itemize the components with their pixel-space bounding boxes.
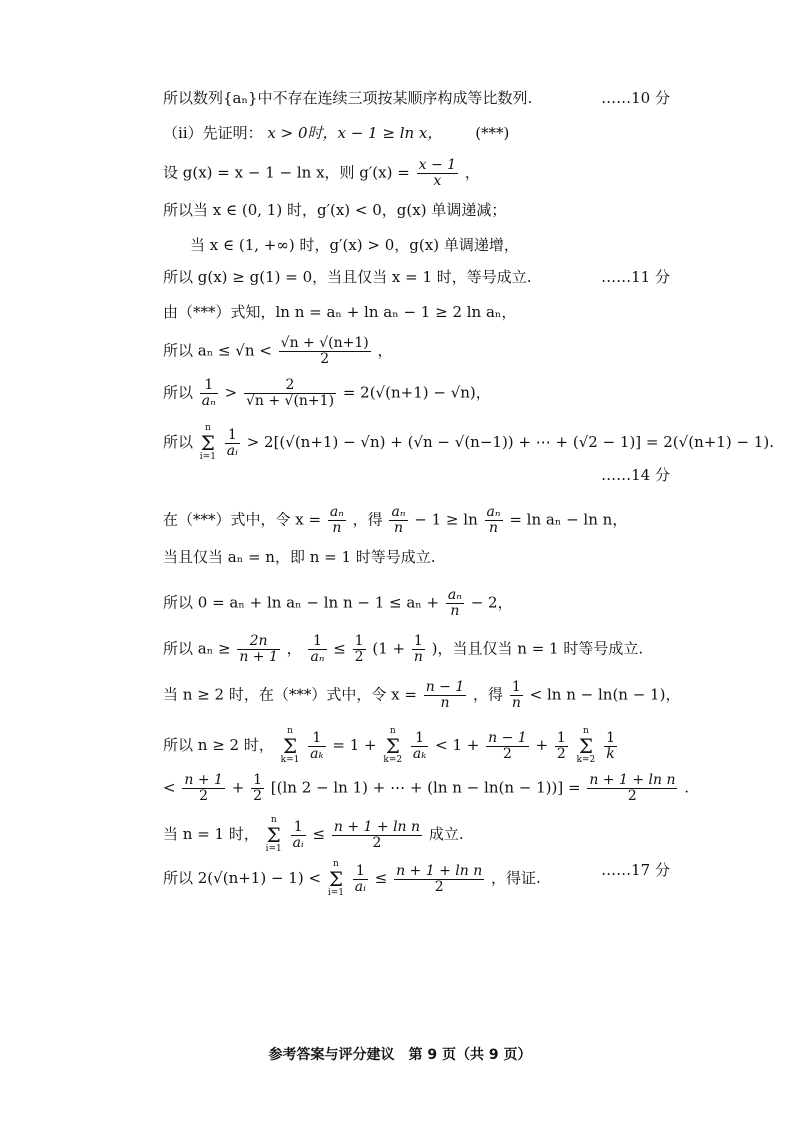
score-17: ……17 分 xyxy=(601,861,670,879)
text-line-4: 所以当 x ∈ (0, 1) 时，g′(x) < 0，g(x) 单调递减； xyxy=(163,201,507,219)
line19-num1: 1 xyxy=(353,864,368,880)
line19-fraction-1 xyxy=(353,864,368,895)
text-line-8 xyxy=(163,336,393,367)
line19-num2: n + 1 + ln n xyxy=(396,862,483,879)
line2-math: x > 0时，x − 1 ≥ ln x， xyxy=(267,124,443,142)
line17-num2: 1 xyxy=(253,772,262,788)
line9-num1: 1 xyxy=(200,378,218,394)
text-line-11 xyxy=(163,505,627,536)
line9-mid: > xyxy=(224,383,238,402)
line16-mid1: = 1 + xyxy=(332,736,377,754)
line16-sum-2 xyxy=(383,727,402,765)
line16-mid2: < 1 + xyxy=(435,736,480,754)
line14-num4: 1 xyxy=(412,634,425,650)
line16-den4: 2 xyxy=(556,745,566,762)
line15-num1: n − 1 xyxy=(425,679,465,695)
score-11: ……11 分 xyxy=(601,268,670,286)
sigma-symbol: Σ xyxy=(328,867,343,891)
score-14: ……14 分 xyxy=(601,466,670,484)
line17-post: . xyxy=(684,778,690,797)
line9-den2: √n + √(n+1) xyxy=(245,393,335,409)
line16-sum1-bottom: k=1 xyxy=(280,755,300,765)
line14-num3: 1 xyxy=(354,633,364,649)
line14-num2: 1 xyxy=(308,634,326,650)
line16-sum3-bottom: k=2 xyxy=(576,755,596,765)
line16-sum2-bottom: k=2 xyxy=(383,755,403,765)
line16-fraction-4 xyxy=(555,731,568,762)
line14-den4: n xyxy=(413,649,423,665)
line15-post: < ln n − ln(n − 1)， xyxy=(529,685,681,704)
line16-sum-1 xyxy=(281,727,300,765)
line11-num3: aₙ xyxy=(486,504,501,520)
line16-num3: n − 1 xyxy=(488,729,527,746)
line10-fraction xyxy=(225,428,240,459)
line17-fraction-2 xyxy=(251,773,264,804)
line3-fraction xyxy=(417,158,458,189)
score-10: ……10 分 xyxy=(601,89,670,107)
line11-fraction-1 xyxy=(328,505,346,536)
line14-fraction-4 xyxy=(412,634,425,665)
line15-den2: n xyxy=(511,695,521,711)
line16-mid3: + xyxy=(535,736,549,754)
line19-pre: 所以 2(√(n+1) − 1) < xyxy=(163,869,322,887)
line8-fraction xyxy=(279,336,371,367)
line15-pre: 当 n ≥ 2 时，在（***）式中，令 x = xyxy=(163,685,417,704)
line13-pre: 所以 0 = aₙ + ln aₙ − ln n − 1 ≤ aₙ + xyxy=(163,593,440,612)
page-footer: 参考答案与评分建议 第 9 页（共 9 页） xyxy=(268,1047,532,1063)
line16-pre: 所以 n ≥ 2 时， xyxy=(163,736,274,754)
line11-num1: aₙ xyxy=(329,504,344,520)
line19-den2: 2 xyxy=(434,878,444,895)
line17-pre: < xyxy=(163,778,176,797)
line13-num: aₙ xyxy=(447,587,462,603)
text-line-2 xyxy=(163,123,509,143)
line18-pre: 当 n = 1 时， xyxy=(163,825,259,843)
line16-fraction-2 xyxy=(411,731,428,762)
line11-mid2: − 1 ≥ ln xyxy=(414,510,478,529)
text-line-19 xyxy=(163,860,541,898)
line16-fraction-1 xyxy=(308,731,325,762)
line3-post: ， xyxy=(464,163,480,182)
line16-fraction-3 xyxy=(486,731,529,762)
line16-den1: aₖ xyxy=(310,745,324,762)
line15-num2: 1 xyxy=(510,680,523,696)
line14-num1: 2n xyxy=(237,634,280,650)
line10-sum-bottom: i=1 xyxy=(199,452,216,462)
line19-sum xyxy=(328,860,344,898)
line11-num2: aₙ xyxy=(391,504,406,520)
line16-sum3-top: n xyxy=(583,726,589,736)
line18-den1: aᵢ xyxy=(292,834,304,851)
line10-post: > 2[(√(n+1) − √n) + (√n − √(n−1)) + ⋯ + (√2 − 1)] = 2(√(n+1) − 1). xyxy=(246,433,774,451)
line14-mid2: ≤ xyxy=(333,639,346,658)
text-line-17 xyxy=(163,773,689,804)
line10-sum xyxy=(200,424,216,462)
line16-sum2-top: n xyxy=(389,726,396,736)
line11-post: = ln aₙ − ln n， xyxy=(509,510,628,529)
line16-num1: 1 xyxy=(308,731,325,747)
line18-sum-top: n xyxy=(270,815,277,825)
line18-num2: n + 1 + ln n xyxy=(333,818,421,835)
line9-fraction-1 xyxy=(200,378,218,409)
line16-den2: aₖ xyxy=(412,745,427,762)
line2-tag: (***) xyxy=(475,124,510,142)
line19-sum-top: n xyxy=(333,859,339,869)
text-line-12: 当且仅当 aₙ = n，即 n = 1 时等号成立. xyxy=(163,548,436,566)
line17-num3: n + 1 + ln n xyxy=(589,772,676,788)
line18-sum-bottom: i=1 xyxy=(265,844,282,854)
line11-den2: n xyxy=(393,520,403,536)
line17-mid2: [(ln 2 − ln 1) + ⋯ + (ln n − ln(n − 1))] = xyxy=(270,778,581,797)
line11-pre: 在（***）式中，令 x = xyxy=(163,510,322,529)
line17-fraction-3 xyxy=(587,773,677,804)
line15-den1: n xyxy=(440,695,450,711)
line16-num4: 1 xyxy=(556,729,566,746)
line8-num: √n + √(n+1) xyxy=(280,335,369,351)
line10-sum-top: n xyxy=(204,423,211,433)
line9-pre: 所以 xyxy=(163,383,194,402)
sigma-symbol: Σ xyxy=(578,734,593,758)
line18-post: 成立. xyxy=(428,825,464,843)
line18-den2: 2 xyxy=(372,834,382,851)
line19-post: ，得证. xyxy=(491,869,541,887)
line18-fraction-2 xyxy=(332,820,422,851)
line17-fraction-1 xyxy=(182,773,225,804)
text-line-3 xyxy=(163,158,480,189)
text-line-6: 所以 g(x) ≥ g(1) = 0，当且仅当 x = 1 时，等号成立. xyxy=(163,268,532,286)
line16-num5: 1 xyxy=(606,729,615,746)
line18-sum xyxy=(266,816,282,854)
line11-den1: n xyxy=(332,520,342,536)
sigma-symbol: Σ xyxy=(266,823,281,847)
sigma-symbol: Σ xyxy=(200,431,215,455)
line8-pre: 所以 aₙ ≤ √n < xyxy=(163,341,272,360)
line11-fraction-3 xyxy=(485,505,503,536)
line11-fraction-2 xyxy=(389,505,407,536)
text-line-18 xyxy=(163,816,464,854)
line10-num: 1 xyxy=(225,428,240,444)
line15-fraction-1 xyxy=(424,680,467,711)
line14-post: )，当且仅当 n = 1 时等号成立. xyxy=(431,639,644,658)
line9-num2: 2 xyxy=(244,378,336,394)
text-line-5: 当 x ∈ (1, +∞) 时，g′(x) > 0，g(x) 单调递增， xyxy=(190,236,519,254)
line19-sum-bottom: i=1 xyxy=(327,888,344,898)
line14-den1: n + 1 xyxy=(239,649,278,665)
text-line-13 xyxy=(163,588,513,619)
line8-post: ， xyxy=(377,341,393,360)
line13-fraction xyxy=(446,588,464,619)
line8-den: 2 xyxy=(320,351,330,367)
line16-num2: 1 xyxy=(411,731,428,747)
line17-mid: + xyxy=(231,778,245,797)
sigma-symbol: Σ xyxy=(385,734,400,758)
line16-den3: 2 xyxy=(502,745,512,762)
line2-pre: （ⅱ）先证明： xyxy=(163,124,263,142)
line17-den1: 2 xyxy=(199,788,209,804)
line14-mid3: (1 + xyxy=(372,639,406,658)
line16-sum1-top: n xyxy=(287,726,293,736)
line3-pre: 设 g(x) = x − 1 − ln x，则 g′(x) = xyxy=(163,163,410,182)
line10-den: aᵢ xyxy=(226,442,238,459)
line14-fraction-3 xyxy=(353,634,366,665)
line18-num1: 1 xyxy=(291,820,306,836)
line11-den3: n xyxy=(489,520,499,536)
line14-pre: 所以 aₙ ≥ xyxy=(163,639,231,658)
text-line-9 xyxy=(163,378,491,409)
line14-den2: aₙ xyxy=(310,649,325,665)
line17-den3: 2 xyxy=(627,788,637,804)
line9-fraction-2 xyxy=(244,378,336,409)
line3-den: x xyxy=(433,173,442,189)
line16-sum-3 xyxy=(577,727,596,765)
line15-fraction-2 xyxy=(510,680,523,711)
line18-fraction-1 xyxy=(291,820,306,851)
line17-num1: n + 1 xyxy=(184,772,223,788)
line3-num: x − 1 xyxy=(418,157,457,173)
sigma-symbol: Σ xyxy=(282,734,298,758)
line10-pre: 所以 xyxy=(163,433,194,451)
line14-mid: ， xyxy=(286,639,302,658)
line13-post: − 2， xyxy=(470,593,513,612)
text-line-7: 由（***）式知，ln n = aₙ + ln aₙ − 1 ≥ 2 ln aₙ， xyxy=(163,303,517,321)
line18-mid: ≤ xyxy=(312,825,326,843)
line15-mid: ，得 xyxy=(473,685,504,704)
text-line-1: 所以数列{aₙ}中不存在连续三项按某顺序构成等比数列. xyxy=(163,89,533,107)
line16-den5: k xyxy=(606,745,615,762)
text-line-14 xyxy=(163,634,643,665)
line14-fraction-2 xyxy=(308,634,326,665)
line14-den3: 2 xyxy=(354,649,364,665)
line19-mid: ≤ xyxy=(374,869,388,887)
text-line-15 xyxy=(163,680,680,711)
line13-den: n xyxy=(450,603,460,619)
line17-den2: 2 xyxy=(253,788,262,804)
line9-post: = 2(√(n+1) − √n)， xyxy=(342,383,491,402)
line19-den1: aᵢ xyxy=(354,878,366,895)
line9-den1: aₙ xyxy=(201,393,216,409)
text-line-16 xyxy=(163,727,619,765)
line19-fraction-2 xyxy=(394,864,484,895)
text-line-10 xyxy=(163,424,774,462)
line16-fraction-5 xyxy=(604,731,617,762)
line14-fraction-1 xyxy=(237,634,280,665)
line11-mid: ，得 xyxy=(352,510,383,529)
